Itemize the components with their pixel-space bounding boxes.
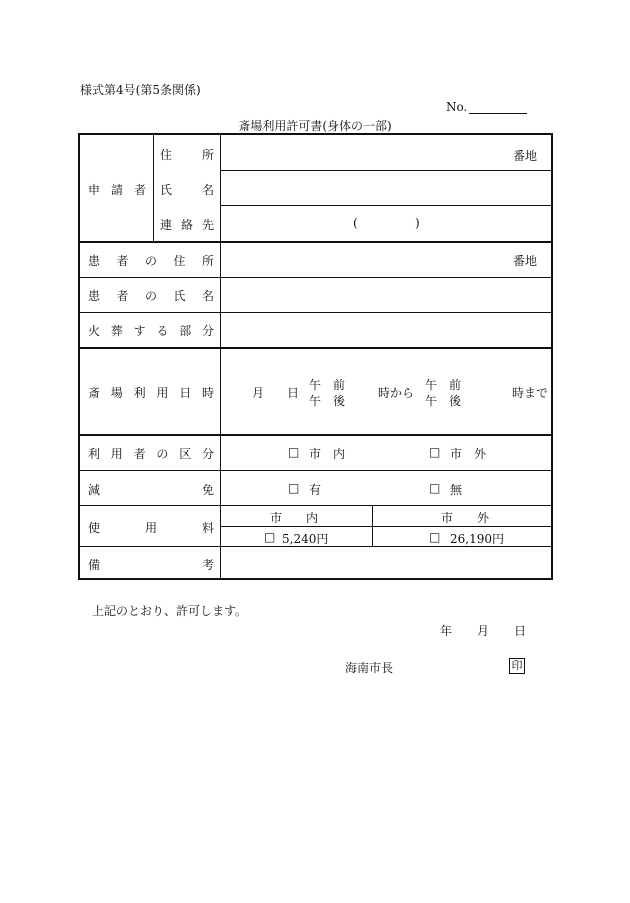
- fee-outside-checkbox[interactable]: □: [429, 530, 441, 544]
- user-category-label: 利 用 者 の 区 分: [88, 447, 214, 461]
- applicant-address-label: 住 所: [160, 148, 214, 162]
- exemption-label: 減 免: [88, 483, 214, 497]
- issue-month: 月: [477, 624, 490, 638]
- fee-inside-header: 市 内: [270, 511, 319, 525]
- mayor-title: 海南市長: [345, 661, 394, 675]
- contact-paren-close: ): [415, 216, 420, 230]
- document-title: 斎場利用許可書(身体の一部): [238, 119, 392, 133]
- user-category-inside-checkbox[interactable]: □: [288, 445, 300, 459]
- exemption-no-text: 無: [450, 483, 463, 497]
- user-category-inside-text: 市 内: [309, 447, 346, 461]
- issue-day: 日: [514, 624, 527, 638]
- usage-from: 時から: [378, 386, 415, 400]
- number-label: No.: [446, 100, 468, 114]
- fee-inside-checkbox[interactable]: □: [264, 530, 276, 544]
- applicant-contact-label: 連 絡 先: [160, 218, 214, 232]
- user-category-outside-checkbox[interactable]: □: [429, 445, 441, 459]
- exemption-yes-checkbox[interactable]: □: [288, 481, 300, 495]
- usage-until: 時まで: [512, 386, 549, 400]
- usage-day: 日: [287, 386, 300, 400]
- permit-form-table: [78, 133, 553, 580]
- applicant-group-label: 申 請 者: [88, 183, 146, 197]
- applicant-name-label: 氏 名: [160, 183, 214, 197]
- exemption-no-checkbox[interactable]: □: [429, 481, 441, 495]
- fee-label: 使 用 料: [88, 521, 214, 535]
- remarks-label: 備 考: [88, 558, 214, 572]
- issue-date: [440, 624, 526, 638]
- fee-inside-amount: 5,240円: [282, 532, 329, 546]
- patient-address-suffix: 番地: [513, 254, 538, 268]
- usage-am-2: 午 前: [425, 378, 462, 392]
- form-number-label: 様式第4号(第5条関係): [80, 83, 201, 97]
- cremation-part-label: 火 葬 す る 部 分: [88, 324, 214, 338]
- usage-month: 月: [252, 386, 265, 400]
- usage-datetime-label: 斎 場 利 用 日 時: [88, 386, 214, 400]
- issue-year: 年: [440, 624, 453, 638]
- usage-am-1: 午 前: [309, 378, 346, 392]
- fee-outside-header: 市 外: [441, 511, 490, 525]
- usage-pm-1: 午 後: [309, 394, 346, 408]
- usage-pm-2: 午 後: [425, 394, 462, 408]
- exemption-yes-text: 有: [309, 483, 322, 497]
- applicant-address-suffix: 番地: [513, 149, 538, 163]
- document-number: [446, 100, 527, 114]
- patient-address-label: 患 者 の 住 所: [88, 254, 214, 268]
- user-category-outside-text: 市 外: [450, 447, 487, 461]
- closing-statement: 上記のとおり、許可します。: [92, 604, 248, 618]
- seal-stamp: 印: [509, 658, 525, 674]
- contact-paren-open: (: [353, 216, 358, 230]
- fee-outside-amount: 26,190円: [450, 532, 504, 546]
- number-field[interactable]: [469, 101, 527, 114]
- patient-name-label: 患 者 の 氏 名: [88, 289, 214, 303]
